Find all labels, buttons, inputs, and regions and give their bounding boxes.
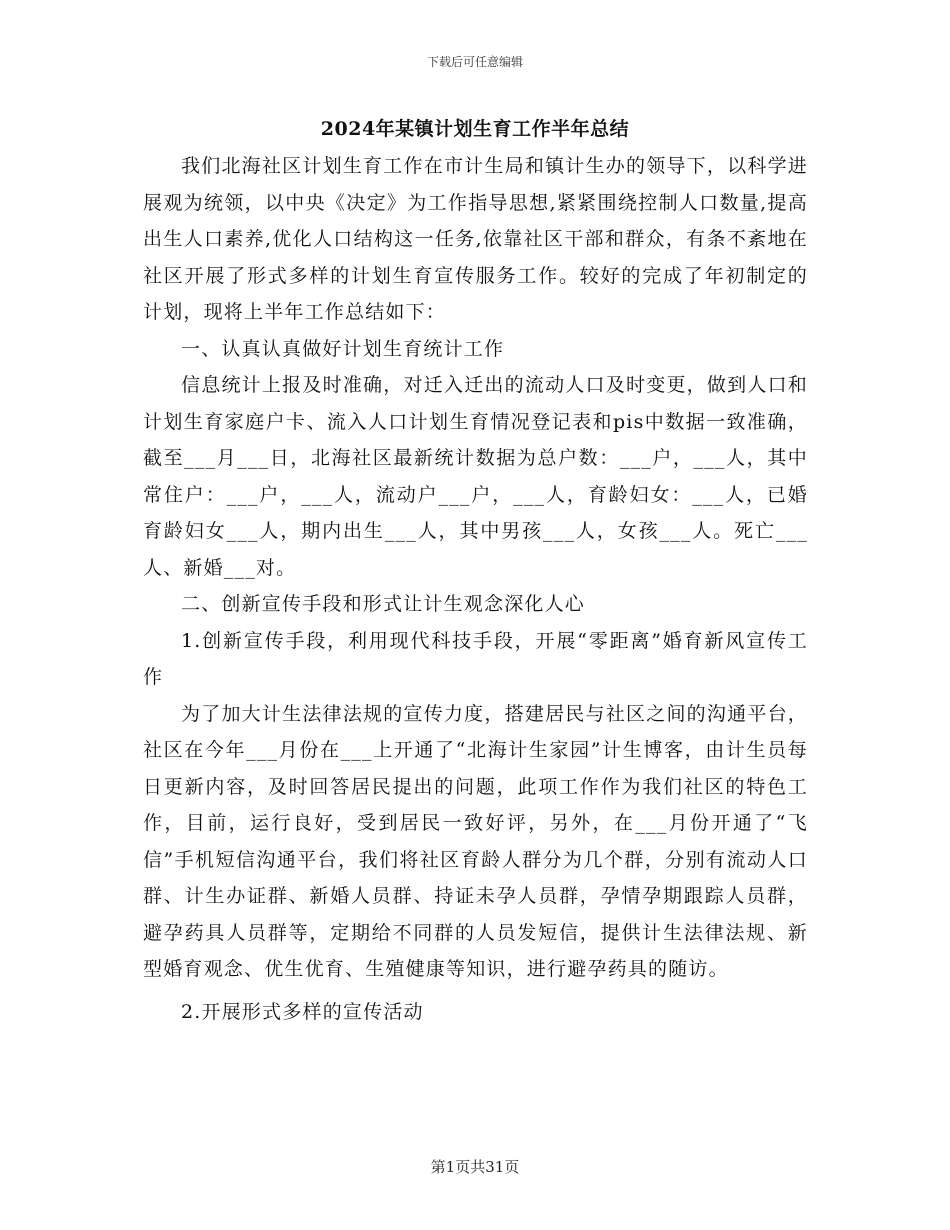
paragraph-statistics: 信息统计上报及时准确，对迁入迁出的流动人口及时变更，做到人口和计划生育家庭户卡、流入人口计划生育情况登记表和pis中数据一致准确，截至___月___日，北海社区最新统计数据为总户数：___户，___人，其中常住户：___户，___人，流动户___户，___人，育龄妇女：___人，已婚育龄妇女___人，期内出生___人，其中男孩___人，女孩___人。死亡___人、新婚___对。 (143, 374, 808, 579)
document-body (143, 148, 808, 1030)
paragraph-publicity: 为了加大计生法律法规的宣传力度，搭建居民与社区之间的沟通平台，社区在今年___月份在___上开通了“北海计生家园”计生博客，由计生员每日更新内容，及时回答居民提出的问题，此项工作作为我们社区的特色工作，目前，运行良好，受到居民一致好评，另外，在___月份开通了“飞信”手机短信沟通平台，我们将社区育龄人群分为几个群，分别有流动人口群、计生办证群、新婚人员群、持证未孕人员群，孕情孕期跟踪人员群，避孕药具人员群等，定期给不同群的人员发短信，提供计生法律法规、新型婚育观念、优生优育、生殖健康等知识，进行避孕药具的随访。 (143, 702, 808, 980)
document-title: 2024年某镇计划生育工作半年总结 (320, 118, 630, 140)
section-heading-1: 一、认真认真做好计划生育统计工作 (181, 337, 505, 360)
subheading-1: 1.创新宣传手段，利用现代科技手段，开展“零距离”婚育新风宣传工作 (143, 629, 808, 688)
header-note: 下载后可任意编辑 (426, 55, 523, 69)
page-number: 第1页共31页 (430, 1158, 520, 1176)
subheading-2: 2.开展形式多样的宣传活动 (181, 1000, 424, 1023)
section-heading-2: 二、创新宣传手段和形式让计生观念深化人心 (181, 593, 586, 615)
paragraph-intro: 我们北海社区计划生育工作在市计生局和镇计生办的领导下，以科学进展观为统领，以中央《决定》为工作指导思想,紧紧围绕控制人口数量,提高出生人口素养,优化人口结构这一任务,依靠社区干部和群众，有条不紊地在社区开展了形式多样的计划生育宣传服务工作。较好的完成了年初制定的计划，现将上半年工作总结如下： (143, 155, 808, 323)
